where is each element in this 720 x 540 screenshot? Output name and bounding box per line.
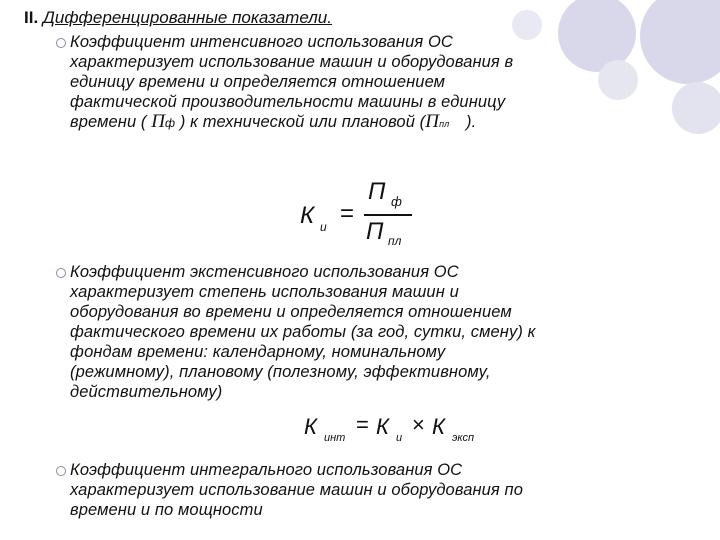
text-line: фактического времени их работы (за год, сутки, смену) к (70, 323, 536, 341)
decor-circle (640, 0, 720, 84)
formula-multiply: × (412, 412, 425, 437)
text-line: характеризует использование машин и оборудования в (70, 53, 514, 71)
formula-intensive (300, 176, 440, 252)
formula-denominator-sub: пл (388, 234, 402, 248)
bullet-icon (56, 268, 66, 278)
text-line: фондам времени: календарному, номинальному (70, 343, 446, 361)
bullet-icon (56, 466, 66, 476)
formula-eq: = (340, 200, 355, 227)
formula-numerator: П (368, 178, 386, 205)
text-segment: времени ( (70, 113, 147, 131)
text-line: единицу времени и определяется отношением (70, 73, 446, 91)
symbol-p: П (425, 111, 440, 132)
formula-numerator-sub: ф (391, 194, 402, 209)
item-intensive (70, 32, 513, 134)
text-line: времени и по мощности (70, 501, 263, 519)
text-segment: ) к технической или плановой ( (179, 113, 426, 131)
text-line: действительному) (70, 383, 223, 401)
text-segment: ). (466, 113, 477, 131)
formula-lhs: К (300, 202, 315, 229)
formula-term-a-sub: и (396, 432, 403, 444)
formula-eq: = (356, 412, 369, 437)
formula-denominator: П (366, 218, 384, 245)
item-integral (70, 460, 523, 520)
symbol-subscript: пл (439, 119, 450, 129)
symbol-p: П (151, 111, 166, 132)
symbol-subscript: ф (165, 116, 176, 130)
bullet-icon (56, 38, 66, 48)
item-extensive (70, 262, 536, 402)
formula-term-b: К (432, 414, 445, 439)
slide-heading (24, 8, 332, 28)
text-line: характеризует использование машин и оборудования по (70, 481, 523, 499)
decor-circle (598, 60, 638, 100)
formula-lhs-sub: инт (324, 432, 346, 444)
text-line: Коэффициент интегрального использования ОС (70, 461, 463, 479)
fraction-bar (364, 214, 412, 216)
formula-term-b-sub: эксп (452, 432, 475, 444)
decor-circle (512, 10, 542, 40)
heading-number: II. (24, 8, 39, 27)
text-line: характеризует степень использования машин и (70, 283, 459, 301)
decor-circle (672, 82, 720, 134)
text-line: Коэффициент экстенсивного использования ОС (70, 263, 459, 281)
text-line-with-symbols (70, 112, 513, 134)
formula-integral (304, 412, 504, 446)
heading-text: Дифференцированные показатели. (42, 8, 332, 27)
formula-lhs: К (304, 414, 317, 439)
text-line: (режимному), плановому (полезному, эффективному, (70, 363, 491, 381)
text-line: Коэффициент интенсивного использования ОС (70, 33, 453, 51)
text-line: фактической производительности машины в единицу (70, 93, 506, 111)
text-line: оборудования во времени и определяется отношением (70, 303, 512, 321)
formula-lhs-sub: и (320, 220, 327, 234)
formula-term-a: К (376, 414, 389, 439)
